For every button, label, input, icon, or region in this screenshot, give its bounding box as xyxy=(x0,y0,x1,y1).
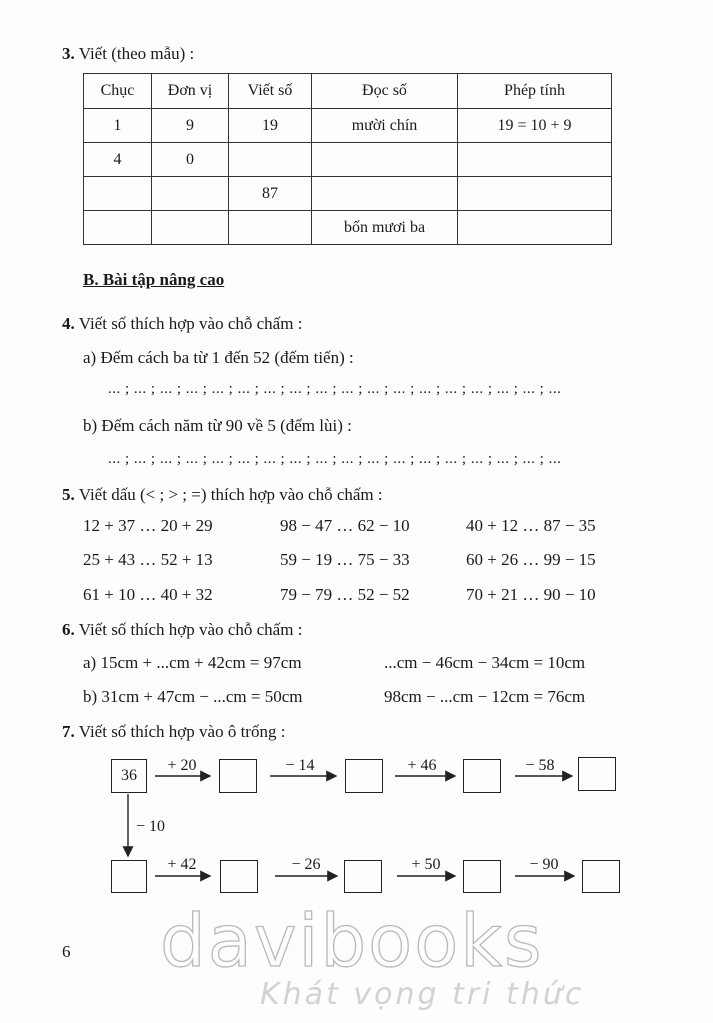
ex4-heading xyxy=(62,314,302,334)
table-cell: 0 xyxy=(152,143,229,177)
down-op-label: − 10 xyxy=(136,818,166,835)
op-label: + 46 xyxy=(407,757,437,774)
table-cell[interactable] xyxy=(152,211,229,245)
ex6-title: Viết số thích hợp vào chỗ chấm : xyxy=(74,620,303,639)
ex6-item[interactable]: b) 31cm + 47cm − ...cm = 50cm xyxy=(83,687,303,706)
table-row xyxy=(84,211,612,245)
table-row xyxy=(84,143,612,177)
ex7-title: Viết số thích hợp vào ô trống : xyxy=(74,722,286,741)
ex5-title: Viết dấu (< ; > ; =) thích hợp vào chỗ chấm : xyxy=(74,485,383,504)
ex5-item[interactable]: 59 − 19 … 75 − 33 xyxy=(280,550,410,569)
answer-box[interactable] xyxy=(463,860,501,893)
ex6-heading xyxy=(62,620,302,640)
op-label: − 26 xyxy=(291,856,321,873)
ex6-item[interactable]: 98cm − ...cm − 12cm = 76cm xyxy=(384,687,586,706)
op-label: + 42 xyxy=(167,856,197,873)
table-cell[interactable] xyxy=(312,143,458,177)
ex7-heading xyxy=(62,722,285,742)
table-cell[interactable] xyxy=(458,211,612,245)
ex6-number: 6. xyxy=(62,620,75,639)
ex5-item[interactable]: 25 + 43 … 52 + 13 xyxy=(83,550,213,569)
ex6-item[interactable]: a) 15cm + ...cm + 42cm = 97cm xyxy=(83,653,302,672)
header-chuc: Chục xyxy=(84,74,152,109)
table-cell[interactable] xyxy=(458,143,612,177)
op-label: − 58 xyxy=(525,757,555,774)
ex4-number: 4. xyxy=(62,314,75,333)
header-viet-so: Viết số xyxy=(229,74,312,109)
header-doc-so: Đọc số xyxy=(312,74,458,109)
table-row xyxy=(84,109,612,143)
table-cell[interactable] xyxy=(312,177,458,211)
table-cell[interactable] xyxy=(229,143,312,177)
table-cell[interactable] xyxy=(152,177,229,211)
ex5-item[interactable]: 79 − 79 … 52 − 52 xyxy=(280,585,410,604)
watermark-slogan: Khát vọng tri thức xyxy=(260,977,585,1012)
ex5-item[interactable]: 40 + 12 … 87 − 35 xyxy=(466,516,596,535)
ex5-item[interactable]: 12 + 37 … 20 + 29 xyxy=(83,516,213,535)
header-phep-tinh: Phép tính xyxy=(458,74,612,109)
section-b-heading: B. Bài tập nâng cao xyxy=(83,270,225,289)
ex5-heading xyxy=(62,485,383,505)
ex4-part-a: a) Đếm cách ba từ 1 đến 52 (đếm tiến) : xyxy=(83,348,354,367)
ex5-item[interactable]: 98 − 47 … 62 − 10 xyxy=(280,516,410,535)
page-number: 6 xyxy=(62,942,71,961)
ex6-item[interactable]: ...cm − 46cm − 34cm = 10cm xyxy=(384,653,586,672)
table-cell: 19 xyxy=(229,109,312,143)
ex3-heading xyxy=(62,44,194,64)
table-cell: 1 xyxy=(84,109,152,143)
table-cell: 19 = 10 + 9 xyxy=(458,109,612,143)
table-header-row xyxy=(84,74,612,109)
op-label: − 90 xyxy=(529,856,559,873)
ex3-title: Viết (theo mẫu) : xyxy=(74,44,195,63)
table-cell[interactable] xyxy=(458,177,612,211)
ex5-item[interactable]: 60 + 26 … 99 − 15 xyxy=(466,550,596,569)
table-cell[interactable] xyxy=(84,177,152,211)
op-label: + 20 xyxy=(167,757,197,774)
table-cell: bốn mươi ba xyxy=(312,211,458,245)
op-label: + 50 xyxy=(411,856,441,873)
ex3-table xyxy=(83,73,612,245)
answer-box[interactable] xyxy=(578,757,616,791)
table-cell: 9 xyxy=(152,109,229,143)
table-cell: 4 xyxy=(84,143,152,177)
ex3-number: 3. xyxy=(62,44,75,63)
answer-box[interactable] xyxy=(111,860,147,893)
table-row xyxy=(84,177,612,211)
answer-box[interactable] xyxy=(219,759,257,793)
ex4-part-b: b) Đếm cách năm từ 90 về 5 (đếm lùi) : xyxy=(83,416,352,435)
watermark-brand: davibooks xyxy=(160,899,544,983)
ex4-b-answer-dots[interactable]: ... ; ... ; ... ; ... ; ... ; ... ; ... ; ... ; ... ; ... ; ... ; ... ; ... ; ... ; ... ; ... ; ... ; ... xyxy=(108,451,562,467)
ex5-number: 5. xyxy=(62,485,75,504)
answer-box[interactable] xyxy=(345,759,383,793)
table-cell[interactable] xyxy=(229,211,312,245)
answer-box[interactable] xyxy=(220,860,258,893)
op-label: − 14 xyxy=(285,757,315,774)
header-don-vi: Đơn vị xyxy=(152,74,229,109)
ex4-a-answer-dots[interactable]: ... ; ... ; ... ; ... ; ... ; ... ; ... ; ... ; ... ; ... ; ... ; ... ; ... ; ... ; ... ; ... ; ... ; ... xyxy=(108,381,562,397)
answer-box[interactable] xyxy=(463,759,501,793)
ex5-item[interactable]: 61 + 10 … 40 + 32 xyxy=(83,585,213,604)
answer-box[interactable] xyxy=(344,860,382,893)
table-cell: mười chín xyxy=(312,109,458,143)
start-box: 36 xyxy=(111,759,147,793)
ex5-item[interactable]: 70 + 21 … 90 − 10 xyxy=(466,585,596,604)
ex4-title: Viết số thích hợp vào chỗ chấm : xyxy=(74,314,303,333)
answer-box[interactable] xyxy=(582,860,620,893)
table-cell: 87 xyxy=(229,177,312,211)
table-cell[interactable] xyxy=(84,211,152,245)
ex7-number: 7. xyxy=(62,722,75,741)
